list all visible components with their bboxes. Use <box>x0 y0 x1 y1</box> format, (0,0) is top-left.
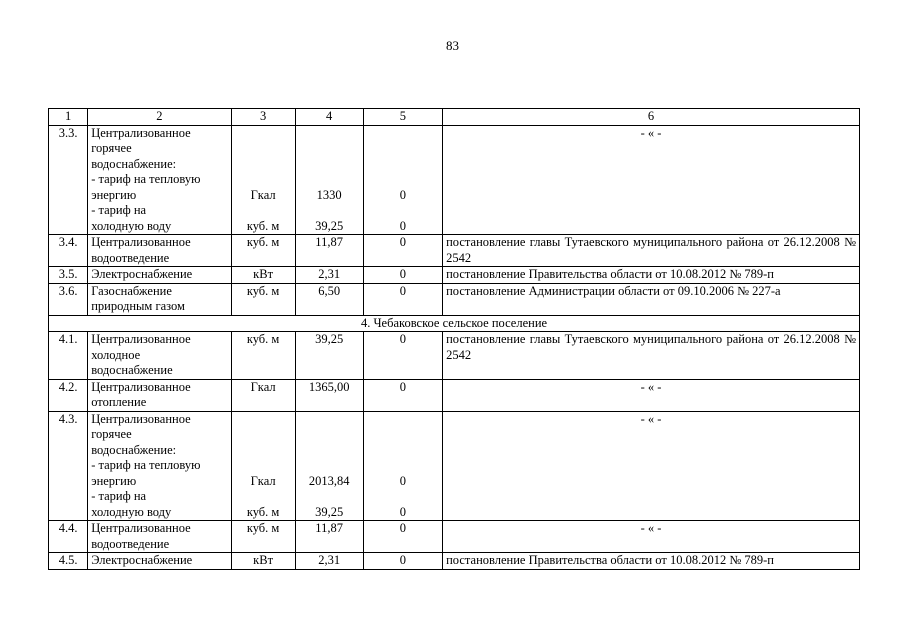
row-number-cell: 4.3. <box>49 411 88 521</box>
tariff-value-cell: 39,25 <box>295 332 363 380</box>
legal-act-cell: постановление Правительства области от 10.08.2012 № 789-п <box>443 553 860 570</box>
section-row <box>49 315 860 332</box>
service-name-cell: Электроснабжение <box>88 267 231 284</box>
header-cell: 3 <box>231 109 295 126</box>
unit-cell: куб. м <box>231 235 295 267</box>
service-name-cell: Газоснабжение природным газом <box>88 283 231 315</box>
unit-cell: Гкал куб. м <box>231 125 295 235</box>
row-number-cell: 4.1. <box>49 332 88 380</box>
table-row <box>49 283 860 315</box>
unit-cell: кВт <box>231 553 295 570</box>
header-cell: 6 <box>443 109 860 126</box>
legal-act-cell: постановление Правительства области от 10.08.2012 № 789-п <box>443 267 860 284</box>
unit-cell: Гкал <box>231 379 295 411</box>
service-name-cell: Централизованное горячее водоснабжение: - тариф на тепловую энергию - тариф на холодную воду <box>88 125 231 235</box>
unit-cell: кВт <box>231 267 295 284</box>
header-cell: 2 <box>88 109 231 126</box>
service-name-cell: Централизованное водоотведение <box>88 521 231 553</box>
table-row <box>49 235 860 267</box>
column-5-cell: 0 0 <box>363 411 442 521</box>
service-name-cell: Централизованное холодное водоснабжение <box>88 332 231 380</box>
header-cell: 4 <box>295 109 363 126</box>
legal-act-cell: - « - <box>443 379 860 411</box>
table-row <box>49 411 860 521</box>
row-number-cell: 3.3. <box>49 125 88 235</box>
column-5-cell: 0 0 <box>363 125 442 235</box>
column-5-cell: 0 <box>363 553 442 570</box>
column-5-cell: 0 <box>363 379 442 411</box>
service-name-cell: Централизованное водоотведение <box>88 235 231 267</box>
tariff-value-cell: 2,31 <box>295 267 363 284</box>
row-number-cell: 3.4. <box>49 235 88 267</box>
table-row <box>49 332 860 380</box>
table-row <box>49 267 860 284</box>
row-number-cell: 3.5. <box>49 267 88 284</box>
tariff-value-cell: 2,31 <box>295 553 363 570</box>
tariff-table <box>48 108 860 570</box>
tariff-value-cell: 6,50 <box>295 283 363 315</box>
tariff-value-cell: 11,87 <box>295 235 363 267</box>
column-5-cell: 0 <box>363 235 442 267</box>
row-number-cell: 4.2. <box>49 379 88 411</box>
service-name-cell: Централизованное отопление <box>88 379 231 411</box>
table-row <box>49 553 860 570</box>
service-name-cell: Электроснабжение <box>88 553 231 570</box>
legal-act-cell: - « - <box>443 125 860 235</box>
legal-act-cell: постановление главы Тутаевского муниципального района от 26.12.2008 № 2542 <box>443 332 860 380</box>
table-row <box>49 379 860 411</box>
table-row <box>49 521 860 553</box>
table-header-row <box>49 109 860 126</box>
tariff-value-cell: 1365,00 <box>295 379 363 411</box>
row-number-cell: 3.6. <box>49 283 88 315</box>
column-5-cell: 0 <box>363 283 442 315</box>
row-number-cell: 4.4. <box>49 521 88 553</box>
unit-cell: куб. м <box>231 521 295 553</box>
header-cell: 1 <box>49 109 88 126</box>
unit-cell: куб. м <box>231 332 295 380</box>
unit-cell: Гкал куб. м <box>231 411 295 521</box>
unit-cell: куб. м <box>231 283 295 315</box>
section-title: 4. Чебаковское сельское поселение <box>49 315 860 332</box>
tariff-value-cell: 1330 39,25 <box>295 125 363 235</box>
column-5-cell: 0 <box>363 332 442 380</box>
row-number-cell: 4.5. <box>49 553 88 570</box>
tariff-value-cell: 11,87 <box>295 521 363 553</box>
service-name-cell: Централизованное горячее водоснабжение: - тариф на тепловую энергию - тариф на холодную воду <box>88 411 231 521</box>
column-5-cell: 0 <box>363 521 442 553</box>
page-number: 83 <box>446 38 459 53</box>
legal-act-cell: постановление главы Тутаевского муниципального района от 26.12.2008 № 2542 <box>443 235 860 267</box>
table-row <box>49 125 860 235</box>
legal-act-cell: постановление Администрации области от 09.10.2006 № 227-а <box>443 283 860 315</box>
column-5-cell: 0 <box>363 267 442 284</box>
tariff-value-cell: 2013,84 39,25 <box>295 411 363 521</box>
legal-act-cell: - « - <box>443 411 860 521</box>
header-cell: 5 <box>363 109 442 126</box>
legal-act-cell: - « - <box>443 521 860 553</box>
